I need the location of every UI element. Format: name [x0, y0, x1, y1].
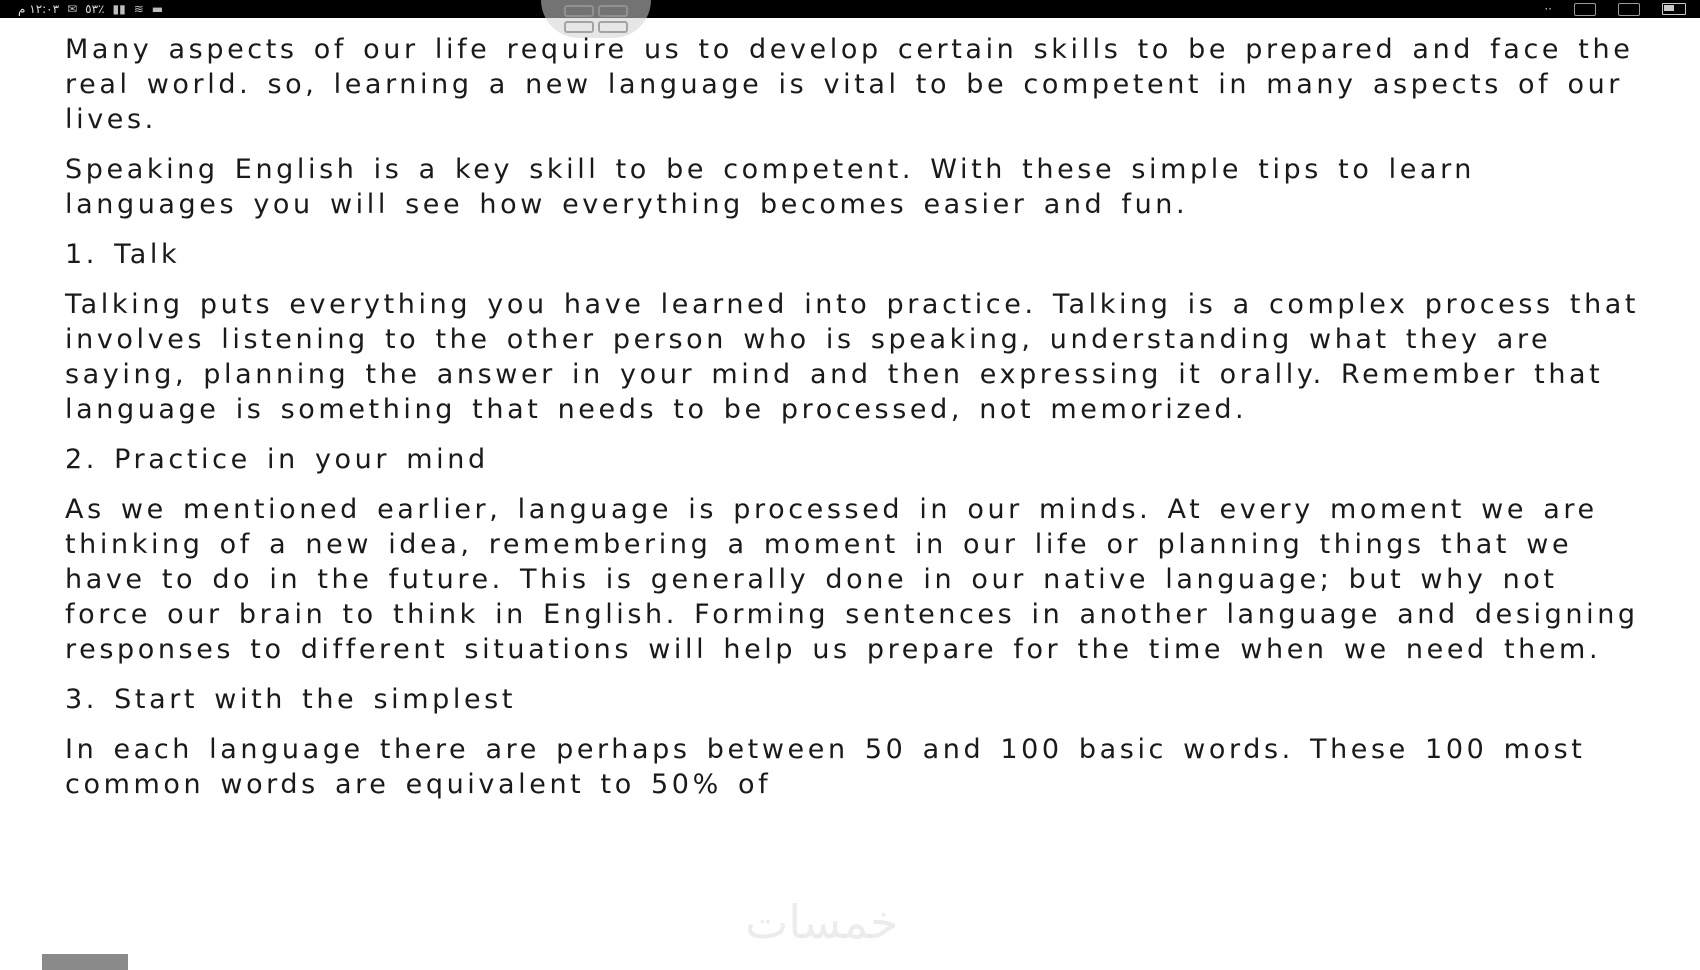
- more-icon: ··: [1544, 2, 1552, 16]
- mail-icon: ✉: [67, 2, 78, 16]
- screen-icon: [1662, 3, 1686, 15]
- chat-icon: [1574, 3, 1596, 16]
- heading-talk: 1. Talk: [65, 239, 181, 270]
- multiwindow-icon: [564, 5, 628, 33]
- nav-handle[interactable]: [42, 954, 128, 970]
- image-icon: ▬: [151, 2, 164, 16]
- status-bar: [0, 0, 1700, 18]
- paragraph-talk: Talking puts everything you have learned into practice. Talking is a complex process that involves listening to the other person who is speaking, understanding what they are saying, planning the answer in your mind and then expressing it orally. Remember that language is something that needs to be processed, not memorized.: [65, 289, 1640, 425]
- wifi-icon: ≋: [133, 2, 144, 16]
- article-body: [65, 32, 1645, 817]
- paragraph-practice: As we mentioned earlier, language is processed in our minds. At every moment we are thinking of a new idea, remembering a moment in our life or planning things that we have to do in the future. This is generally done in our native language; but why not force our brain to think in English. Forming sentences in another language and designing responses to different situations will help us prepare for the time when we need them.: [65, 494, 1639, 665]
- battery-percent: ٥٣٪: [85, 2, 105, 16]
- paragraph-intro: Many aspects of our life require us to develop certain skills to be prepared and face the real world. so, learning a new language is vital to be competent in many aspects of our lives.: [65, 34, 1634, 135]
- heading-simplest: 3. Start with the simplest: [65, 684, 517, 715]
- signal-icon: ▮▮: [112, 2, 126, 16]
- cloud-icon: [1618, 3, 1640, 16]
- status-left: [18, 1, 163, 17]
- paragraph-simplest: In each language there are perhaps between 50 and 100 basic words. These 100 most common words are equivalent to 50% of: [65, 734, 1586, 800]
- paragraph-speaking: Speaking English is a key skill to be competent. With these simple tips to learn languages you will see how everything becomes easier and fun.: [65, 154, 1476, 220]
- watermark-logo: خمسات: [745, 895, 899, 949]
- status-time: ١٢:٠٣ م: [18, 2, 60, 16]
- status-right: [1544, 2, 1686, 16]
- heading-practice: 2. Practice in your mind: [65, 444, 489, 475]
